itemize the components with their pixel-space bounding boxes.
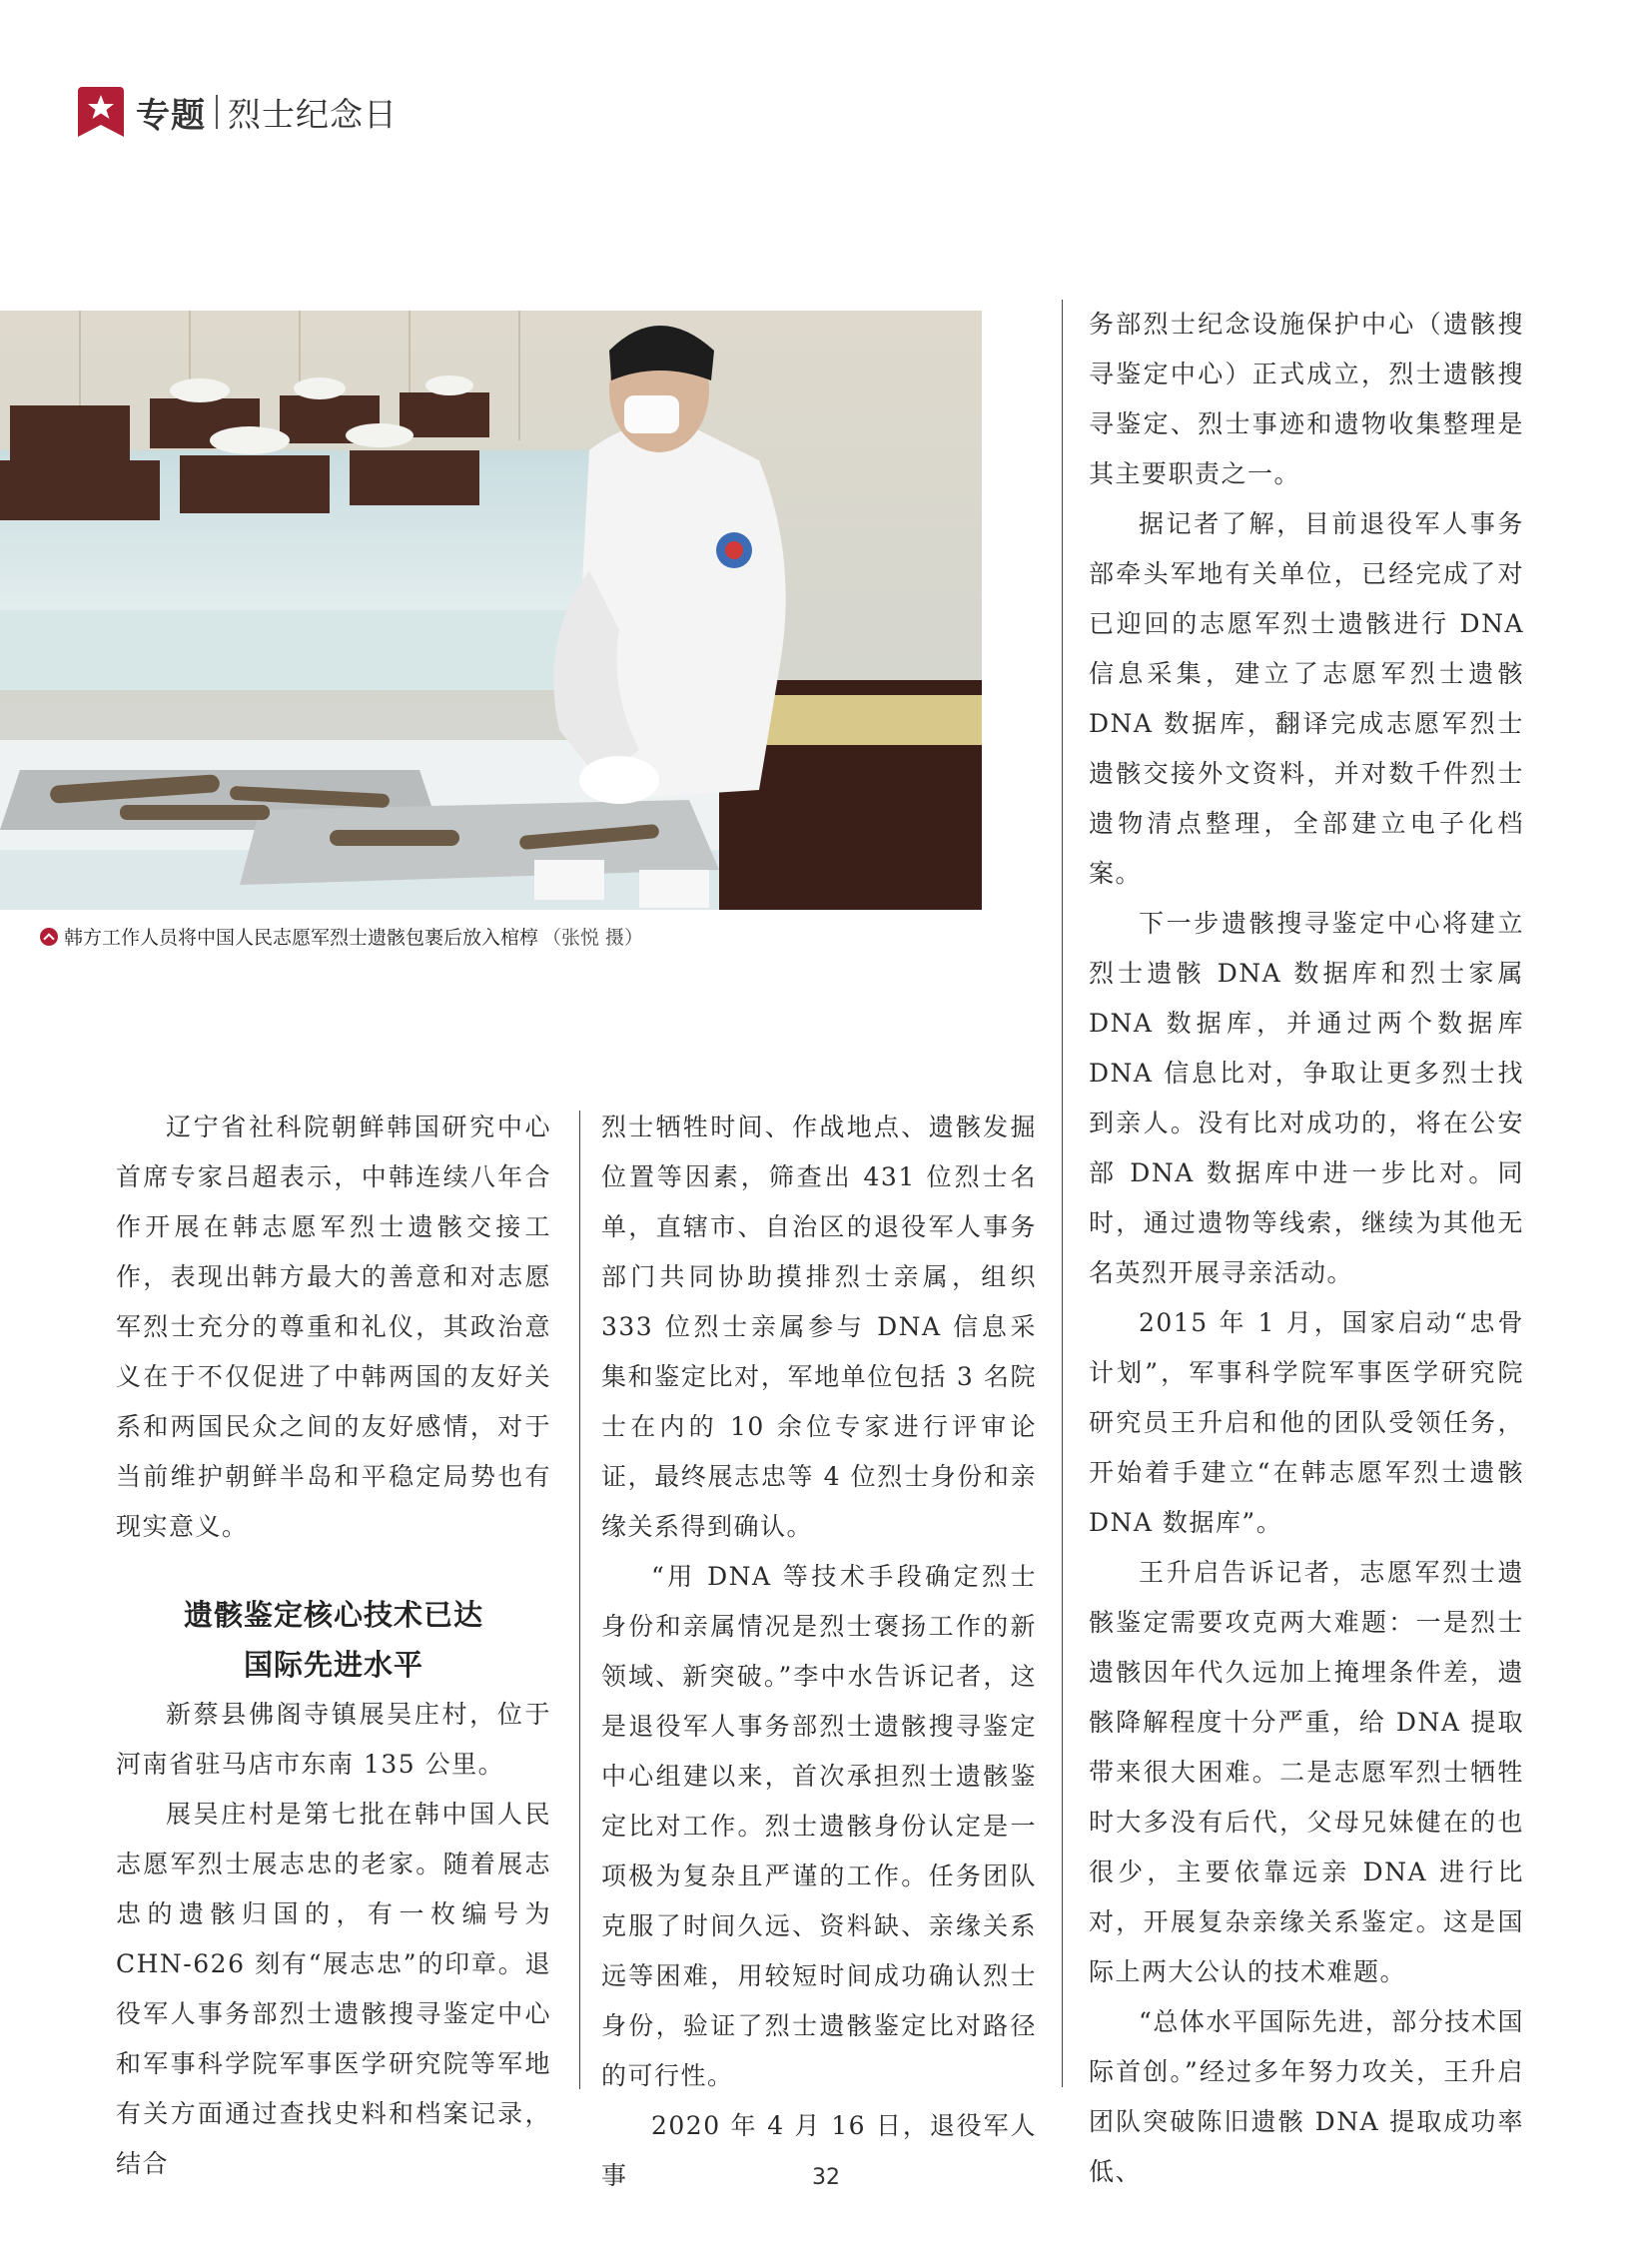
paragraph: 辽宁省社科院朝鲜韩国研究中心首席专家吕超表示，中韩连续八年合作开展在韩志愿军烈士遗骸交接工作，表现出韩方最大的善意和对志愿军烈士充分的尊重和礼仪，其政治意义在于不仅促进了中韩两国的友好关系和两国民众之间的友好感情，对于当前维护朝鲜半岛和平稳定局势也有现实意义。 [116, 1113, 551, 1541]
page-number: 32 [812, 2165, 840, 2190]
middle-column [601, 1103, 1037, 2201]
header-divider [216, 95, 218, 129]
section-heading [116, 1590, 551, 1690]
section-subtitle: 烈士纪念日 [228, 94, 398, 134]
column-divider-right [1062, 300, 1063, 2087]
paragraph: 烈士牺牲时间、作战地点、遗骸发掘位置等因素，筛查出 431 位烈士名单，直辖市、自治区的退役军人事务部门共同协助摸排烈士亲属，组织 333 位烈士亲属参与 DNA 信息采集和鉴定比对，军地单位包括 3 名院士在内的 10 余位专家进行评审论证，最终展志忠等 4 位烈士身份和亲缘关系得到确认。 [601, 1113, 1037, 1541]
heading-line: 国际先进水平 [243, 1648, 423, 1682]
paragraph: 2015 年 1 月，国家启动“忠骨计划”，军事科学院军事医学研究院研究员王升启和他的团队受领任务，开始着手建立“在韩志愿军烈士遗骸 DNA 数据库”。 [1089, 1308, 1524, 1537]
paragraph: 下一步遗骸搜寻鉴定中心将建立烈士遗骸 DNA 数据库和烈士家属 DNA 数据库，并通过两个数据库 DNA 信息比对，争取让更多烈士找到亲人。没有比对成功的，将在公安部 DNA 数据库中进一步比对。同时，通过遗物等线索，继续为其他无名英烈开展寻亲活动。 [1089, 909, 1524, 1287]
caption-text: 韩方工作人员将中国人民志愿军烈士遗骸包裹后放入棺椁 [64, 927, 539, 949]
paragraph: 王升启告诉记者，志愿军烈士遗骸鉴定需要攻克两大难题：一是烈士遗骸因年代久远加上掩埋条件差，遗骸降解程度十分严重，给 DNA 提取带来很大困难。二是志愿军烈士牺牲时大多没有后代，父母兄妹健在的也很少，主要依靠远亲 DNA 进行比对，开展复杂亲缘关系鉴定。这是国际上两大公认的技术难题。 [1089, 1558, 1524, 1986]
column-divider-middle [579, 1111, 580, 2089]
left-column [116, 1103, 551, 2189]
section-header [78, 84, 398, 140]
paragraph: “用 DNA 等技术手段确定烈士身份和亲属情况是烈士褒扬工作的新领域、新突破。”李中水告诉记者，这是退役军人事务部烈士遗骸搜寻鉴定中心组建以来，首次承担烈士遗骸鉴定比对工作。烈士遗骸身份认定是一项极为复杂且严谨的工作。任务团队克服了时间久远、资料缺、亲缘关系远等困难，用较短时间成功确认烈士身份，验证了烈士遗骸鉴定比对路径的可行性。 [601, 1562, 1037, 2090]
paragraph: 新蔡县佛阁寺镇展吴庄村，位于河南省驻马店市东南 135 公里。 [116, 1700, 551, 1779]
paragraph: “总体水平国际先进，部分技术国际首创。”经过多年努力攻关，王升启团队突破陈旧遗骸 DNA 提取成功率低、 [1089, 2007, 1524, 2186]
paragraph: 据记者了解，目前退役军人事务部牵头军地有关单位，已经完成了对已迎回的志愿军烈士遗骸进行 DNA 信息采集，建立了志愿军烈士遗骸 DNA 数据库，翻译完成志愿军烈士遗骸交接外文资料，并对数千件烈士遗物清点整理，全部建立电子化档案。 [1089, 509, 1524, 888]
paragraph: 2020 年 4 月 16 日，退役军人事 [601, 2111, 1037, 2190]
paragraph: 务部烈士纪念设施保护中心（遗骸搜寻鉴定中心）正式成立，烈士遗骸搜寻鉴定、烈士事迹和遗物收集整理是其主要职责之一。 [1089, 310, 1524, 488]
caption-credit: （张悦 摄） [542, 927, 644, 949]
star-bookmark-icon [78, 87, 124, 137]
chevron-up-icon [40, 928, 58, 946]
section-title: 专题 [136, 95, 206, 136]
paragraph: 展吴庄村是第七批在韩中国人民志愿军烈士展志忠的老家。随着展志忠的遗骸归国的，有一枚编号为 CHN-626 刻有“展志忠”的印章。退役军人事务部烈士遗骸搜寻鉴定中心和军事科学院军事医学研究院等军地有关方面通过查找史料和档案记录，结合 [116, 1800, 551, 2178]
heading-line: 遗骸鉴定核心技术已达 [183, 1598, 483, 1632]
right-column [1089, 300, 1524, 2197]
article-photo [0, 311, 982, 910]
photo-caption [40, 923, 643, 950]
